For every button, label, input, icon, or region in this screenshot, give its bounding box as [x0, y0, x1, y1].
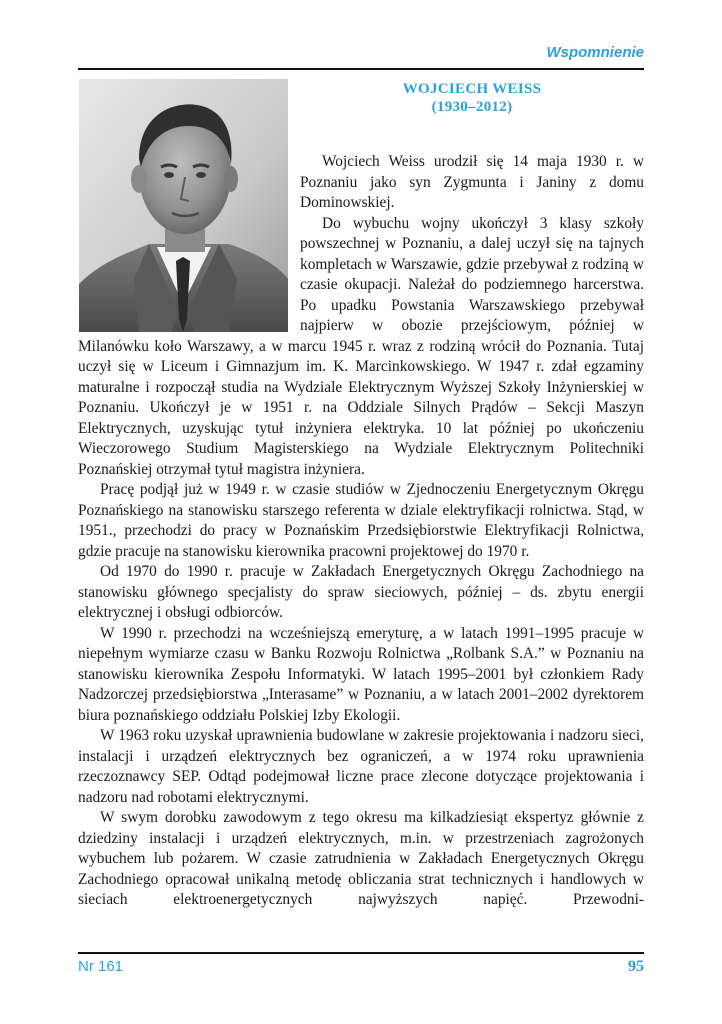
paragraph: Wojciech Weiss urodził się 14 maja 1930 r. w Poznaniu jako syn Zygmunta i Janiny z domu Dominowskiej. [300, 153, 644, 211]
article-body [78, 152, 644, 911]
article-heading [300, 80, 644, 116]
paragraph: W 1963 roku uzyskał uprawnienia budowlane w zakresie projektowania i nadzoru sieci, instalacji i urządzeń elektrycznych bez ograniczeń, a w 1974 roku uprawnienia rzeczoznawcy SEP. Odtąd podejmował liczne prace zlecone dotyczące projektowania i nadzoru nad robotami elektrycznymi. [78, 727, 644, 806]
top-divider [78, 68, 644, 70]
bottom-divider [78, 952, 644, 954]
issue-number: Nr 161 [78, 958, 124, 975]
paragraph: W swym dorobku zawodowym z tego okresu ma kilkadziesiąt ekspertyz głównie z dziedziny instalacji i urządzeń elektrycznych, m.in. w przestrzeniach zagrożonych wybuchem lub pożarem. W czasie zatrudnienia w Zakładach Energetycznych Okręgu Zachodniego opracował unikalną metodę obliczania strat technicznych i handlowych w sieciach elektroenergetycznych najwyższych napięć. Przewodni- [78, 809, 644, 908]
section-label: Wspomnienie [546, 44, 644, 61]
life-years: (1930–2012) [431, 99, 513, 115]
page-number: 95 [628, 958, 644, 975]
paragraph: Od 1970 do 1990 r. pracuje w Zakładach Energetycznych Okręgu Zachodniego na stanowisku głównego specjalisty do spraw sieciowych, później – ds. zbytu energii elektrycznej i obsługi odbiorców. [78, 563, 644, 621]
paragraph: Pracę podjął już w 1949 r. w czasie studiów w Zjednoczeniu Energetycznym Okręgu Poznańskiego na stanowisku starszego referenta w dziale elektryfikacji rolnictwa. Stąd, w 1951., przechodzi do pracy w Poznańskim Przedsiębiorstwie Elektryfikacji Rolnictwa, gdzie pracuje na stanowisku kierownika pracowni projektowej do 1970 r. [78, 481, 644, 560]
photo-wrap-spacer [78, 152, 300, 334]
person-name: WOJCIECH WEISS [402, 81, 542, 97]
paragraph: W 1990 r. przechodzi na wcześniejszą emeryturę, a w latach 1991–1995 pracuje w niepełnym wymiarze czasu w Banku Rozwoju Rolnictwa „Rolbank S.A.” w Poznaniu na stanowisku kierownika Zespołu Informatyki. W latach 1995–2001 był członkiem Rady Nadzorczej przedsiębiorstwa „Interasame” w Poznaniu, a w latach 2001–2002 dyrektorem biura poznańskiego oddziału Polskiej Izby Ekologii. [78, 624, 644, 724]
paragraph: Do wybuchu wojny ukończył 3 klasy szkoły powszechnej w Poznaniu, a dalej uczył się na tajnych kompletach w Warszawie, gdzie przebywał z rodziną w czasie okupacji. Należał do podziemnego harcerstwa. Po upadku Powstania Warszawskiego przebywał najpierw w obozie przejściowym, później w Milanówku koło Warszawy, a w marcu 1945 r. wraz z rodziną wrócił do Poznania. Tutaj uczył się w Liceum i Gimnazjum im. K. Marcinkowskiego. W 1947 r. zdał egzaminy maturalne i rozpoczął studia na Wydziale Elektrycznym Wyższej Szkoły Inżynierskiej w Poznaniu. Ukończył je w 1951 r. na Oddziale Silnych Prądów – Sekcji Maszyn Elektrycznych, uzyskując tytuł inżyniera elektryka. 10 lat później po ukończeniu Wieczorowego Studium Magisterskiego na Wydziale Elektrycznym Politechniki Poznańskiej otrzymał tytuł magistra inżyniera. [78, 214, 644, 478]
